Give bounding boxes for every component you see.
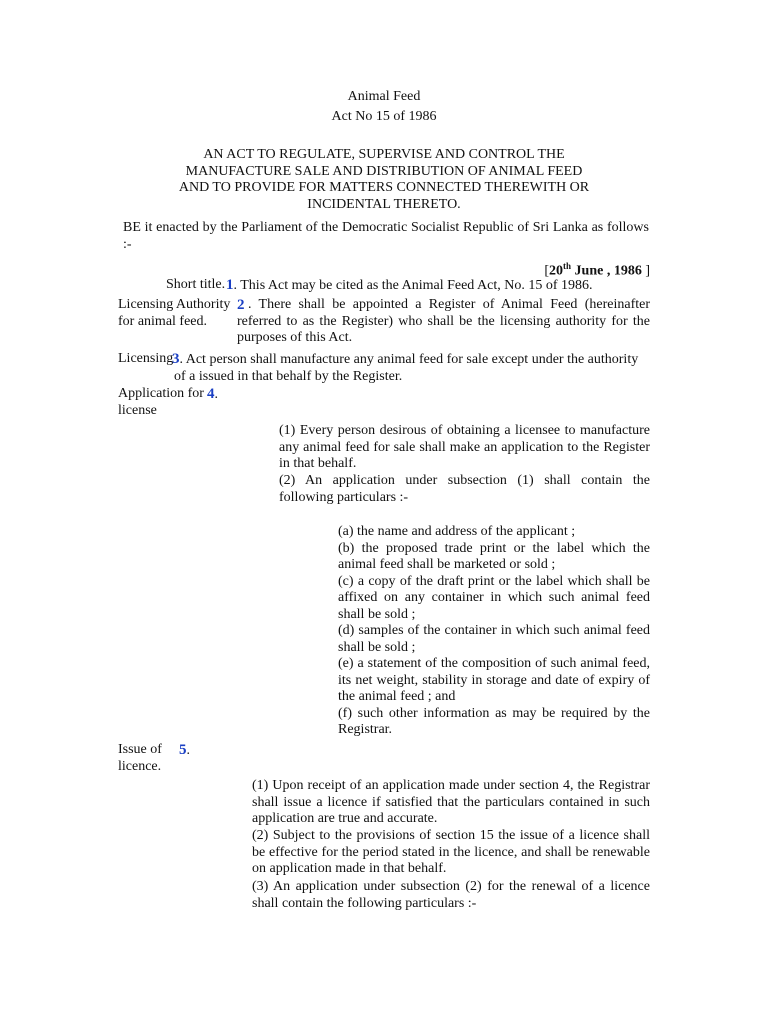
section-4-subsection-2: (2) An application under subsection (1) shall contain the following particulars :- [279, 473, 650, 505]
section-dot: . [186, 743, 190, 758]
section-4-number [207, 386, 218, 404]
particular-item: (a) the name and address of the applicant ; [338, 524, 576, 539]
section-text: . Act person shall manufacture any animal feed for sale except under the authority [179, 352, 639, 367]
date-day: 20 [549, 263, 564, 279]
date-rest: June , 1986 [571, 263, 642, 279]
section-number: 5 [179, 742, 187, 758]
section-number: 2 [237, 297, 245, 313]
margin-line: license [118, 402, 157, 418]
section-3-line1 [172, 351, 638, 369]
particular-item: (b) the proposed trade print or the label which the animal feed shall be marketed or sold ; [338, 540, 650, 572]
margin-line: Licensing Authority [118, 297, 231, 312]
particulars-list [338, 524, 650, 739]
margin-line: licence. [118, 758, 162, 774]
date-suffix: th [563, 261, 572, 271]
section-number: 3 [172, 351, 180, 367]
section-dot: . [214, 387, 218, 402]
date-bracket-close: ] [641, 263, 650, 279]
section-3-line2: of a issued in that behalf by the Register. [174, 369, 403, 384]
margin-note-issue-of-licence [118, 742, 162, 775]
section-5-number [179, 742, 190, 760]
margin-line: Issue of [118, 742, 162, 757]
act-number: Act No 15 of 1986 [331, 109, 437, 124]
margin-note-short-title: Short title. [166, 277, 226, 292]
margin-note-licensing-authority [118, 297, 230, 330]
section-5-subsection-1: (1) Upon receipt of an application made under section 4, the Registrar shall issue a licence if satisfied that the particulars contained in such application are true and accurate. [252, 778, 650, 826]
section-number: 4 [207, 386, 215, 402]
long-title-line: INCIDENTAL THERETO. [307, 196, 461, 212]
section-text: . This Act may be cited as the Animal Feed Act, No. 15 of 1986. [233, 278, 593, 293]
long-title-line: MANUFACTURE SALE AND DISTRIBUTION OF ANIMAL FEED [185, 163, 583, 179]
long-title-line: AND TO PROVIDE FOR MATTERS CONNECTED THEREWITH OR [178, 180, 590, 195]
particular-item: (e) a statement of the composition of such animal feed, its net weight, stability in storage and date of expiry of the animal feed ; and [338, 656, 650, 704]
enactment-clause: BE it enacted by the Parliament of the Democratic Socialist Republic of Sri Lanka as follows :- [123, 220, 649, 252]
section-5-subsection-3: (3) An application under subsection (2) for the renewal of a licence shall contain the following particulars :- [252, 879, 650, 911]
particular-item: (c) a copy of the draft print or the label which shall be affixed on any container in which such animal feed shall be sold ; [338, 573, 650, 622]
particular-item: (f) such other information as may be required by the Registrar. [338, 705, 650, 737]
act-title: Animal Feed [347, 89, 421, 104]
margin-note-licensing: Licensing [118, 351, 174, 366]
long-title-line: AN ACT TO REGULATE, SUPERVISE AND CONTROL THE [203, 147, 565, 162]
long-title [0, 147, 768, 213]
section-2-text: . There shall be appointed a Register of Animal Feed (hereinafter referred to as the Register) who shall be the licensing authority for the purposes of this Act. [237, 297, 650, 345]
section-4-subsection-1: (1) Every person desirous of obtaining a licensee to manufacture any animal feed for sale shall make an application to the Register in that behalf. [279, 423, 650, 471]
margin-line: for animal feed. [118, 313, 208, 329]
particular-item: (d) samples of the container in which such animal feed shall be sold ; [338, 623, 650, 655]
section-1 [226, 277, 593, 295]
section-number: 1 [226, 277, 234, 293]
date-bracket-open: [ [544, 263, 550, 279]
margin-line: Application for [118, 386, 204, 401]
section-5-subsection-2: (2) Subject to the provisions of section 15 the issue of a licence shall be effective for the period stated in the licence, and shall be renewable on application made in that behalf. [252, 828, 650, 876]
margin-note-application [118, 386, 204, 419]
